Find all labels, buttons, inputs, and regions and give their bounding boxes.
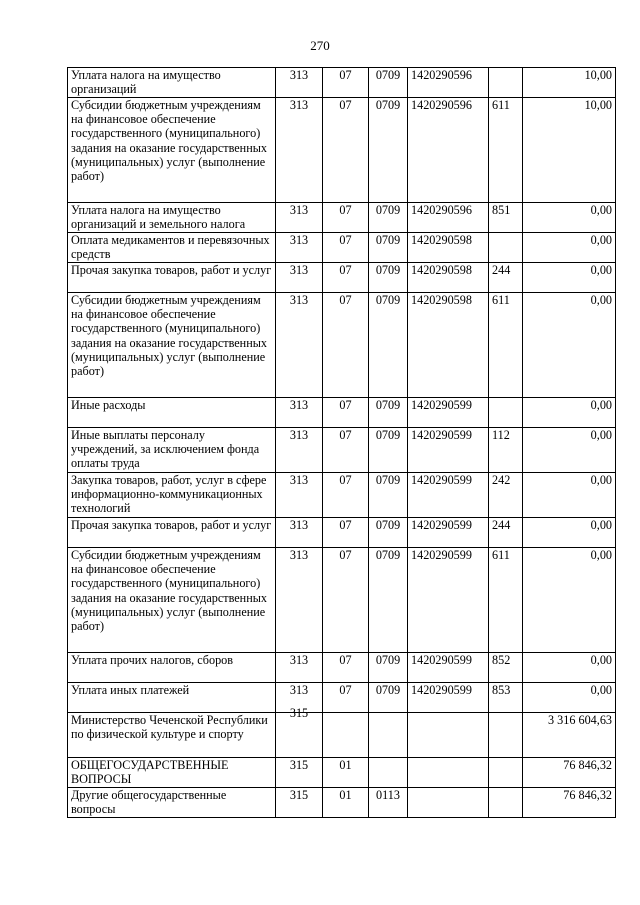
row-amount: 0,00 bbox=[523, 683, 616, 713]
row-name: Уплата налога на имущество организаций и земельного налога bbox=[68, 203, 276, 233]
row-expense-type bbox=[489, 398, 523, 428]
row-subsection: 0709 bbox=[369, 68, 408, 98]
budget-table bbox=[67, 67, 616, 818]
row-subsection: 0709 bbox=[369, 428, 408, 473]
table-row bbox=[68, 758, 616, 788]
row-name: Прочая закупка товаров, работ и услуг bbox=[68, 518, 276, 548]
page-number: 270 bbox=[310, 38, 330, 53]
row-expense-type: 244 bbox=[489, 518, 523, 548]
row-target-code: 1420290598 bbox=[408, 263, 489, 293]
row-name: Прочая закупка товаров, работ и услуг bbox=[68, 263, 276, 293]
row-expense-type: 611 bbox=[489, 548, 523, 653]
row-subsection: 0709 bbox=[369, 398, 408, 428]
row-name: Закупка товаров, работ, услуг в сфере информационно-коммуникационных технологий bbox=[68, 473, 276, 518]
row-subsection: 0709 bbox=[369, 203, 408, 233]
row-section: 07 bbox=[323, 428, 369, 473]
row-subsection: 0709 bbox=[369, 263, 408, 293]
row-subsection: 0709 bbox=[369, 548, 408, 653]
row-name: Другие общегосударственные вопросы bbox=[68, 788, 276, 818]
row-target-code: 1420290599 bbox=[408, 518, 489, 548]
row-admin-code: 313 bbox=[276, 653, 323, 683]
table-row bbox=[68, 233, 616, 263]
table-row bbox=[68, 548, 616, 653]
row-section: 07 bbox=[323, 518, 369, 548]
row-name: Субсидии бюджетным учреждениям на финансовое обеспечение государственного (муниципального) задания на оказание государственных (муниципальных) услуг (выполнение работ) bbox=[68, 293, 276, 398]
row-target-code: 1420290596 bbox=[408, 203, 489, 233]
row-name: Иные выплаты персоналу учреждений, за исключением фонда оплаты труда bbox=[68, 428, 276, 473]
row-admin-code: 313 bbox=[276, 68, 323, 98]
row-admin-code: 313 bbox=[276, 473, 323, 518]
row-admin-code: 315 bbox=[276, 758, 323, 788]
row-subsection bbox=[369, 758, 408, 788]
row-name: Субсидии бюджетным учреждениям на финансовое обеспечение государственного (муниципального) задания на оказание государственных (муниципальных) услуг (выполнение работ) bbox=[68, 98, 276, 203]
table-row bbox=[68, 68, 616, 98]
row-expense-type: 851 bbox=[489, 203, 523, 233]
row-subsection: 0113 bbox=[369, 788, 408, 818]
row-section: 07 bbox=[323, 203, 369, 233]
row-expense-type: 611 bbox=[489, 293, 523, 398]
row-section: 07 bbox=[323, 68, 369, 98]
row-subsection: 0709 bbox=[369, 518, 408, 548]
row-amount: 10,00 bbox=[523, 98, 616, 203]
table-row bbox=[68, 203, 616, 233]
row-target-code bbox=[408, 788, 489, 818]
row-admin-code: 313 bbox=[276, 518, 323, 548]
row-expense-type bbox=[489, 713, 523, 758]
row-amount: 0,00 bbox=[523, 398, 616, 428]
row-amount: 10,00 bbox=[523, 68, 616, 98]
row-name: Субсидии бюджетным учреждениям на финансовое обеспечение государственного (муниципального) задания на оказание государственных (муниципальных) услуг (выполнение работ) bbox=[68, 548, 276, 653]
row-admin-code: 315 bbox=[276, 706, 323, 751]
row-target-code: 1420290599 bbox=[408, 653, 489, 683]
table-row bbox=[68, 398, 616, 428]
row-amount: 0,00 bbox=[523, 203, 616, 233]
table-row bbox=[68, 473, 616, 518]
row-name: Иные расходы bbox=[68, 398, 276, 428]
row-target-code: 1420290599 bbox=[408, 398, 489, 428]
row-expense-type: 242 bbox=[489, 473, 523, 518]
row-amount: 0,00 bbox=[523, 428, 616, 473]
row-expense-type bbox=[489, 788, 523, 818]
row-target-code: 1420290599 bbox=[408, 428, 489, 473]
table-row bbox=[68, 518, 616, 548]
row-section: 07 bbox=[323, 473, 369, 518]
row-name: Оплата медикаментов и перевязочных средств bbox=[68, 233, 276, 263]
row-amount: 76 846,32 bbox=[523, 788, 616, 818]
row-amount: 0,00 bbox=[523, 263, 616, 293]
table-row bbox=[68, 263, 616, 293]
row-expense-type: 112 bbox=[489, 428, 523, 473]
row-target-code: 1420290598 bbox=[408, 233, 489, 263]
row-admin-code: 313 bbox=[276, 233, 323, 263]
row-expense-type bbox=[489, 758, 523, 788]
row-section bbox=[323, 713, 369, 758]
row-section: 07 bbox=[323, 293, 369, 398]
table-row bbox=[68, 788, 616, 818]
row-section: 07 bbox=[323, 233, 369, 263]
row-section: 07 bbox=[323, 398, 369, 428]
row-section: 01 bbox=[323, 788, 369, 818]
row-expense-type: 852 bbox=[489, 653, 523, 683]
row-admin-code: 315 bbox=[276, 788, 323, 818]
row-section: 07 bbox=[323, 653, 369, 683]
row-section: 01 bbox=[323, 758, 369, 788]
table-row bbox=[68, 713, 616, 758]
row-admin-code: 313 bbox=[276, 683, 323, 713]
table-body bbox=[68, 68, 616, 818]
row-amount: 0,00 bbox=[523, 473, 616, 518]
row-target-code: 1420290599 bbox=[408, 548, 489, 653]
row-name: Уплата прочих налогов, сборов bbox=[68, 653, 276, 683]
row-admin-code: 313 bbox=[276, 98, 323, 203]
row-amount: 0,00 bbox=[523, 548, 616, 653]
row-name: Уплата иных платежей bbox=[68, 683, 276, 713]
row-expense-type: 244 bbox=[489, 263, 523, 293]
row-expense-type: 853 bbox=[489, 683, 523, 713]
row-expense-type bbox=[489, 68, 523, 98]
row-target-code: 1420290599 bbox=[408, 683, 489, 713]
row-subsection: 0709 bbox=[369, 653, 408, 683]
row-admin-code: 313 bbox=[276, 263, 323, 293]
row-subsection: 0709 bbox=[369, 473, 408, 518]
row-section: 07 bbox=[323, 683, 369, 713]
row-subsection: 0709 bbox=[369, 293, 408, 398]
table-row bbox=[68, 683, 616, 713]
row-amount: 3 316 604,63 bbox=[523, 713, 616, 758]
row-target-code: 1420290596 bbox=[408, 68, 489, 98]
row-admin-code: 313 bbox=[276, 293, 323, 398]
row-target-code: 1420290599 bbox=[408, 473, 489, 518]
row-subsection bbox=[369, 713, 408, 758]
row-subsection: 0709 bbox=[369, 98, 408, 203]
row-admin-code: 313 bbox=[276, 398, 323, 428]
table-row bbox=[68, 653, 616, 683]
row-target-code: 1420290596 bbox=[408, 98, 489, 203]
table-row bbox=[68, 98, 616, 203]
row-subsection: 0709 bbox=[369, 683, 408, 713]
table-row bbox=[68, 428, 616, 473]
row-name: ОБЩЕГОСУДАРСТВЕННЫЕ ВОПРОСЫ bbox=[68, 758, 276, 788]
row-target-code bbox=[408, 713, 489, 758]
row-expense-type bbox=[489, 233, 523, 263]
row-name: Министерство Чеченской Республики по физической культуре и спорту bbox=[68, 713, 276, 758]
row-section: 07 bbox=[323, 548, 369, 653]
table-row bbox=[68, 293, 616, 398]
row-amount: 0,00 bbox=[523, 653, 616, 683]
row-expense-type: 611 bbox=[489, 98, 523, 203]
row-amount: 0,00 bbox=[523, 233, 616, 263]
row-section: 07 bbox=[323, 263, 369, 293]
row-admin-code: 313 bbox=[276, 548, 323, 653]
row-target-code bbox=[408, 758, 489, 788]
row-amount: 0,00 bbox=[523, 293, 616, 398]
row-section: 07 bbox=[323, 98, 369, 203]
row-admin-code: 313 bbox=[276, 428, 323, 473]
row-target-code: 1420290598 bbox=[408, 293, 489, 398]
row-amount: 76 846,32 bbox=[523, 758, 616, 788]
row-subsection: 0709 bbox=[369, 233, 408, 263]
row-name: Уплата налога на имущество организаций bbox=[68, 68, 276, 98]
row-amount: 0,00 bbox=[523, 518, 616, 548]
row-admin-code: 313 bbox=[276, 203, 323, 233]
